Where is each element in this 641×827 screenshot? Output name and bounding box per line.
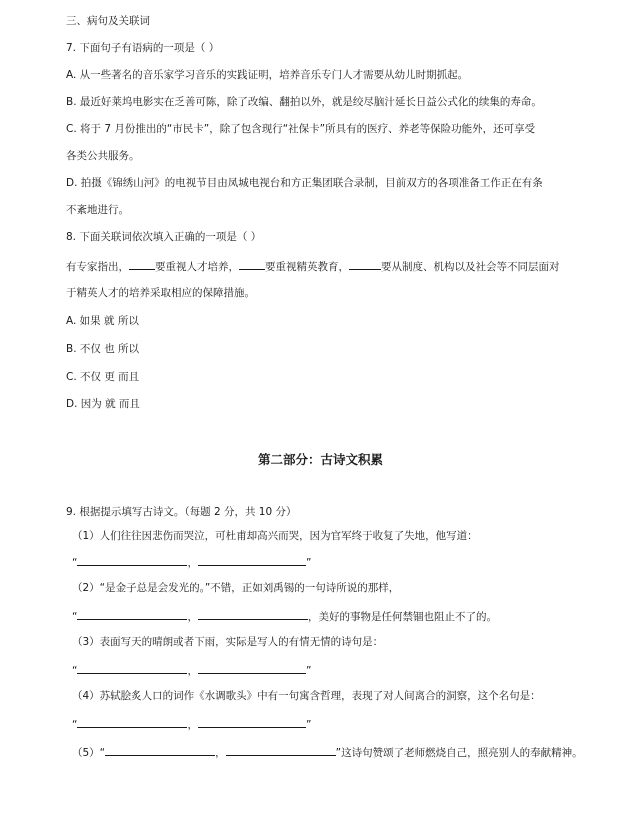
q8-option-b: B. 不仅 也 所以 <box>66 343 140 355</box>
open-quote: “ <box>72 665 78 677</box>
q8-text-a: 有专家指出， <box>66 261 129 273</box>
open-quote: “ <box>72 611 78 623</box>
q9-sub5-head: （5）“ <box>72 747 106 759</box>
q8-blank-3[interactable] <box>349 258 381 270</box>
q8-passage-line1 <box>66 258 560 274</box>
q7-stem: 7. 下面句子有语病的一项是（ ） <box>66 42 220 54</box>
open-quote: “ <box>72 557 78 569</box>
comma: ， <box>187 665 198 677</box>
comma: ， <box>187 557 198 569</box>
q9-sub1-blank-1[interactable] <box>77 554 187 566</box>
q9-sub4-blank-2[interactable] <box>198 716 306 728</box>
open-quote: “ <box>72 719 78 731</box>
q9-stem: 9. 根据提示填写古诗文。（每题 2 分，共 10 分） <box>66 506 297 518</box>
q9-sub2-prompt: （2）“是金子总是会发光的。”不错，正如刘禹锡的一句诗所说的那样， <box>72 582 400 594</box>
q9-sub4-prompt: （4）苏轼脍炙人口的词作《水调歌头》中有一句寓含哲理，表现了对人间离合的洞察，这个名句是： <box>72 690 541 702</box>
q8-passage-line2: 于精英人才的培养采取相应的保障措施。 <box>66 287 255 299</box>
section-heading: 三、病句及关联词 <box>66 15 150 27</box>
q9-sub1-blank-2[interactable] <box>198 554 306 566</box>
comma: ， <box>187 719 198 731</box>
q8-text-c: 要重视精英教育， <box>265 261 349 273</box>
q9-sub4-blank-1[interactable] <box>77 716 187 728</box>
q9-sub4-answer <box>72 716 311 732</box>
q9-sub2-blank-2[interactable] <box>198 608 308 620</box>
q7-option-a: A. 从一些著名的音乐家学习音乐的实践证明，培养音乐专门人才需要从幼儿时期抓起。 <box>66 69 469 81</box>
close-quote: ” <box>305 665 312 677</box>
q7-option-c-line2: 各类公共服务。 <box>66 150 140 162</box>
q9-sub5-blank-1[interactable] <box>105 744 215 756</box>
part2-title: 第二部分：古诗文积累 <box>257 452 383 467</box>
q9-sub1-prompt: （1）人们往往因悲伤而哭泣，可杜甫却高兴而哭，因为官军终于收复了失地，他写道： <box>72 530 478 542</box>
q9-sub2-blank-1[interactable] <box>77 608 187 620</box>
comma: ， <box>187 611 198 623</box>
q7-option-d-line2: 不紊地进行。 <box>66 204 129 216</box>
q9-sub5-tail: ”这诗句赞颂了老师燃烧自己，照亮别人的奉献精神。 <box>335 747 583 759</box>
close-quote: ” <box>305 719 312 731</box>
q9-sub3-answer <box>72 662 311 678</box>
q8-stem: 8. 下面关联词依次填入正确的一项是（ ） <box>66 231 262 243</box>
q9-sub2-tail: ，美好的事物是任何禁锢也阻止不了的。 <box>307 611 497 623</box>
q8-text-d: 要从制度、机构以及社会等不同层面对 <box>381 261 560 273</box>
q8-text-b: 要重视人才培养， <box>155 261 239 273</box>
q8-option-a: A. 如果 就 所以 <box>66 315 139 327</box>
comma: ， <box>215 747 226 759</box>
q7-option-b: B. 最近好莱坞电影实在乏善可陈，除了改编、翻拍以外，就是绞尽脑汁延长日益公式化的续集的寿命。 <box>66 96 542 108</box>
q9-sub3-prompt: （3）表面写天的晴朗或者下雨，实际是写人的有情无情的诗句是： <box>72 636 384 648</box>
close-quote: ” <box>305 557 312 569</box>
q9-sub5-blank-2[interactable] <box>226 744 336 756</box>
q8-option-c: C. 不仅 更 而且 <box>66 371 140 383</box>
q7-option-c-line1: C. 将于 7 月份推出的“市民卡”，除了包含现行“社保卡”所具有的医疗、养老等保险功能外，还可享受 <box>66 123 536 135</box>
q9-sub2-answer <box>72 608 497 624</box>
q8-blank-1[interactable] <box>129 258 155 270</box>
q9-sub1-answer <box>72 554 311 570</box>
q9-sub3-blank-2[interactable] <box>198 662 306 674</box>
q9-sub3-blank-1[interactable] <box>77 662 187 674</box>
q7-option-d-line1: D. 拍摄《锦绣山河》的电视节目由凤城电视台和方正集团联合录制，目前双方的各项准备工作正在有条 <box>66 177 543 189</box>
q9-sub5 <box>72 744 583 760</box>
q8-option-d: D. 因为 就 而且 <box>66 398 140 410</box>
q8-blank-2[interactable] <box>239 258 265 270</box>
